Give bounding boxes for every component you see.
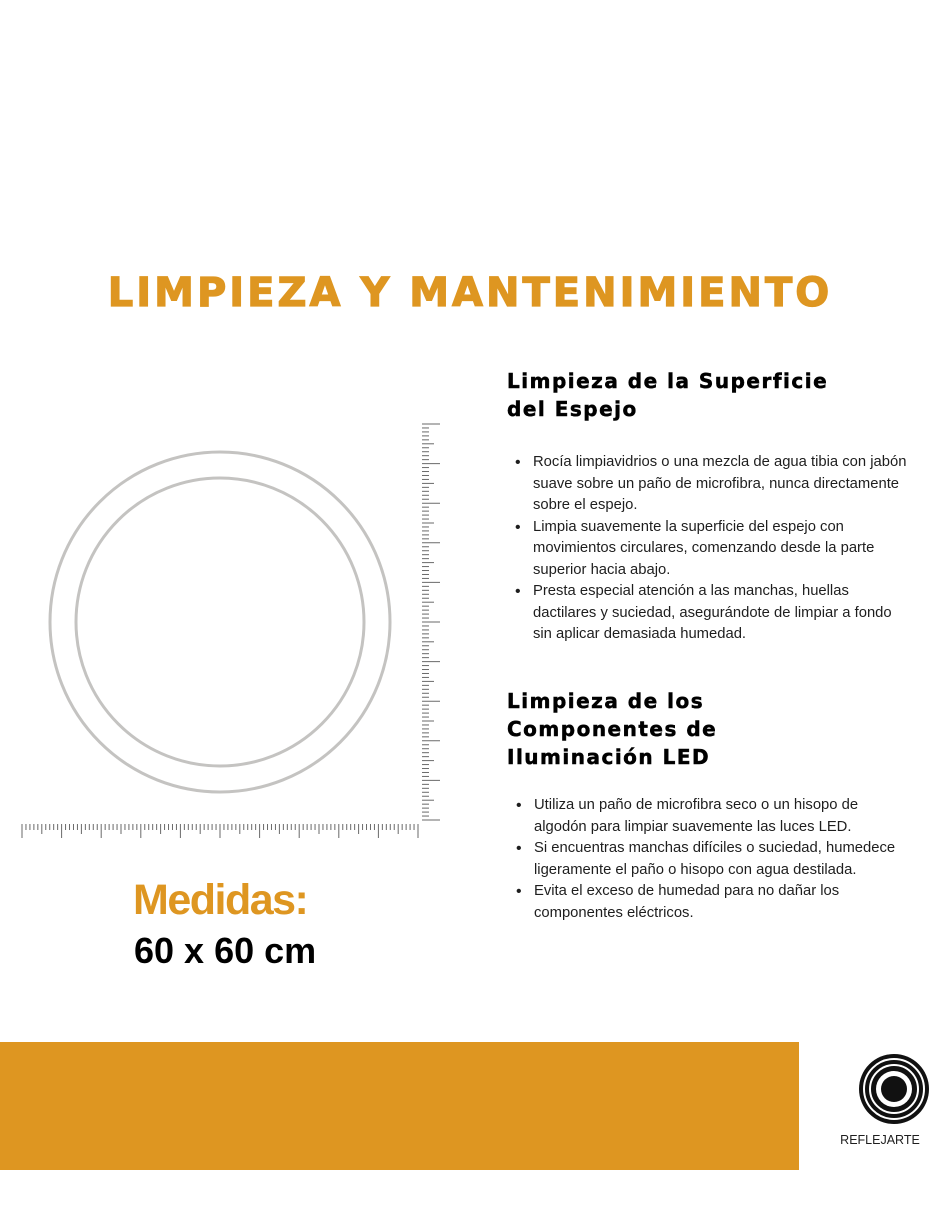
heading-line: Limpieza de los: [507, 689, 705, 713]
heading-line: Componentes de: [507, 717, 718, 741]
concentric-circle-logo-icon: [857, 1052, 931, 1126]
list-item: • Rocía limpiavidrios o una mezcla de agua tibia con jabón suave sobre un paño de microfibra, nunca directamente sobre el espejo.: [533, 452, 913, 517]
list-item: • Utiliza un paño de microfibra seco o un hisopo de algodón para limpiar suavemente las luces LED.: [534, 795, 904, 838]
list-item: • Presta especial atención a las manchas, huellas dactilares y suciedad, asegurándote de limpiar a fondo sin aplicar demasiada humedad.: [533, 581, 913, 646]
heading-line: Iluminación LED: [507, 745, 711, 769]
list-item: • Evita el exceso de humedad para no dañar los componentes eléctricos.: [534, 881, 904, 924]
measurements-label: Medidas:: [133, 876, 308, 924]
page-title: LIMPIEZA Y MANTENIMIENTO: [107, 270, 833, 316]
footer-band: [0, 1042, 799, 1170]
mirror-inner-ring: [76, 478, 364, 766]
brand-name: REFLEJARTE: [840, 1133, 920, 1147]
vertical-ruler: [422, 424, 440, 820]
list-item: • Limpia suavemente la superficie del espejo con movimientos circulares, comenzando desde la parte superior hacia abajo.: [533, 517, 913, 582]
heading-line: del Espejo: [507, 397, 638, 421]
measurements-value: 60 x 60 cm: [134, 930, 317, 971]
list-item: • Si encuentras manchas difíciles o suciedad, humedece ligeramente el paño o hisopo con agua destilada.: [534, 838, 904, 881]
section-heading-surface: [507, 367, 907, 423]
section-heading-led: [507, 687, 907, 771]
led-cleaning-list: [506, 795, 904, 924]
mirror-outer-ring: [50, 452, 390, 792]
round-mirror-icon: [20, 420, 445, 845]
heading-line: Limpieza de la Superficie: [507, 369, 829, 393]
surface-cleaning-list: [505, 452, 913, 646]
horizontal-ruler: [22, 824, 418, 838]
